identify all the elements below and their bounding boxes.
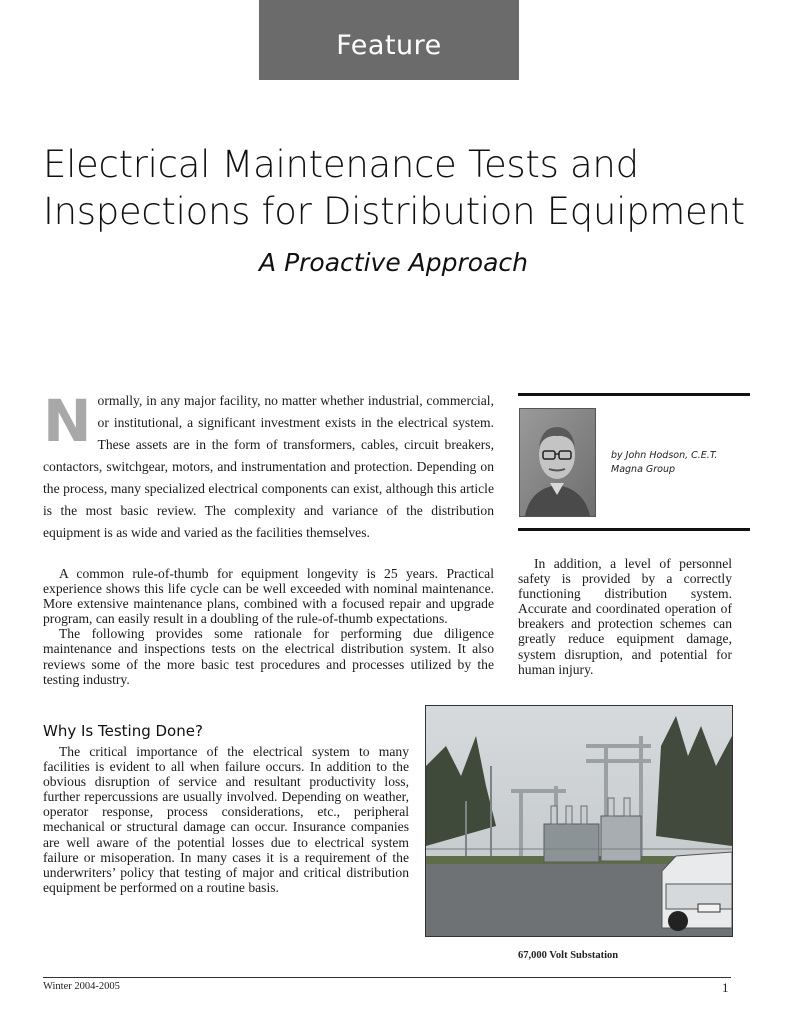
author-portrait-image <box>520 409 595 516</box>
paragraph-2: A common rule-of-thumb for equipment longevity is 25 years. Practical experience shows this life cycle can be well exceeded with nominal maintenance. More extensive maintenance plans, combined with a focused repair and upgrade program, can easily result in a doubling of the rule-of-thumb expectations. <box>43 566 494 627</box>
lead-paragraph-text: ormally, in any major facility, no matter whether industrial, commercial, or institutional, a significant investment exists in the electrical system. These assets are in the form of transformers, cables, circuit breakers, contactors, switchgear, motors, and instrumentation and protection. Depending on the process, many specialized electrical components can exist, although this article is the most basic review. The complexity and variance of the distribution equipment is as wide and varied as the facilities themselves. <box>43 393 494 540</box>
title-line-1: Electrical Maintenance Tests and <box>43 143 639 186</box>
intro-paragraphs <box>43 566 494 687</box>
substation-photo <box>425 705 733 937</box>
author-box-top-rule <box>518 393 750 396</box>
section-paragraph: The critical importance of the electrical system to many facilities is evident to all when failure occurs. In addition to the obvious disruption of service and resultant productivity loss, further repercussions are usually involved. Depending on weather, operator response, process considerations, etc., peripheral mechanical or structural damage can occur. Insurance companies are well aware of the potential losses due to electrical system failure or misoperation. In many cases it is a requirement of the underwriters’ policy that testing of major and critical distribution equipment be performed on a routine basis. <box>43 744 409 895</box>
footer-rule <box>43 977 731 978</box>
section-banner <box>259 0 519 80</box>
paragraph-3: The following provides some rationale for performing due diligence maintenance and inspections tests on the electrical distribution system. It also reviews some of the more basic test procedures and processes utilized by the testing industry. <box>43 626 494 687</box>
author-name: by John Hodson, C.E.T. <box>611 450 718 461</box>
page-number: 1 <box>722 980 729 995</box>
author-company: Magna Group <box>611 464 676 475</box>
article-title <box>43 141 763 235</box>
article-subtitle: A Proactive Approach <box>259 248 528 277</box>
section-heading: Why Is Testing Done? <box>43 722 203 740</box>
photo-caption: 67,000 Volt Substation <box>518 950 619 961</box>
author-box-bottom-rule <box>518 528 750 531</box>
lead-paragraph <box>43 387 494 544</box>
banner-label: Feature <box>336 30 442 61</box>
right-column <box>518 556 732 677</box>
right-paragraph: In addition, a level of personnel safety is provided by a correctly functioning distribution system. Accurate and coordinated operation of breakers and protection schemes can greatly reduce equipment damage, system disruption, and potential for human injury. <box>518 556 732 677</box>
drop-cap: N <box>43 387 92 455</box>
footer-issue: Winter 2004-2005 <box>43 981 120 992</box>
section-body <box>43 744 409 895</box>
title-line-2: Inspections for Distribution Equipment <box>43 190 745 233</box>
author-byline <box>611 449 718 477</box>
substation-image <box>426 706 732 936</box>
author-photo <box>519 408 596 517</box>
